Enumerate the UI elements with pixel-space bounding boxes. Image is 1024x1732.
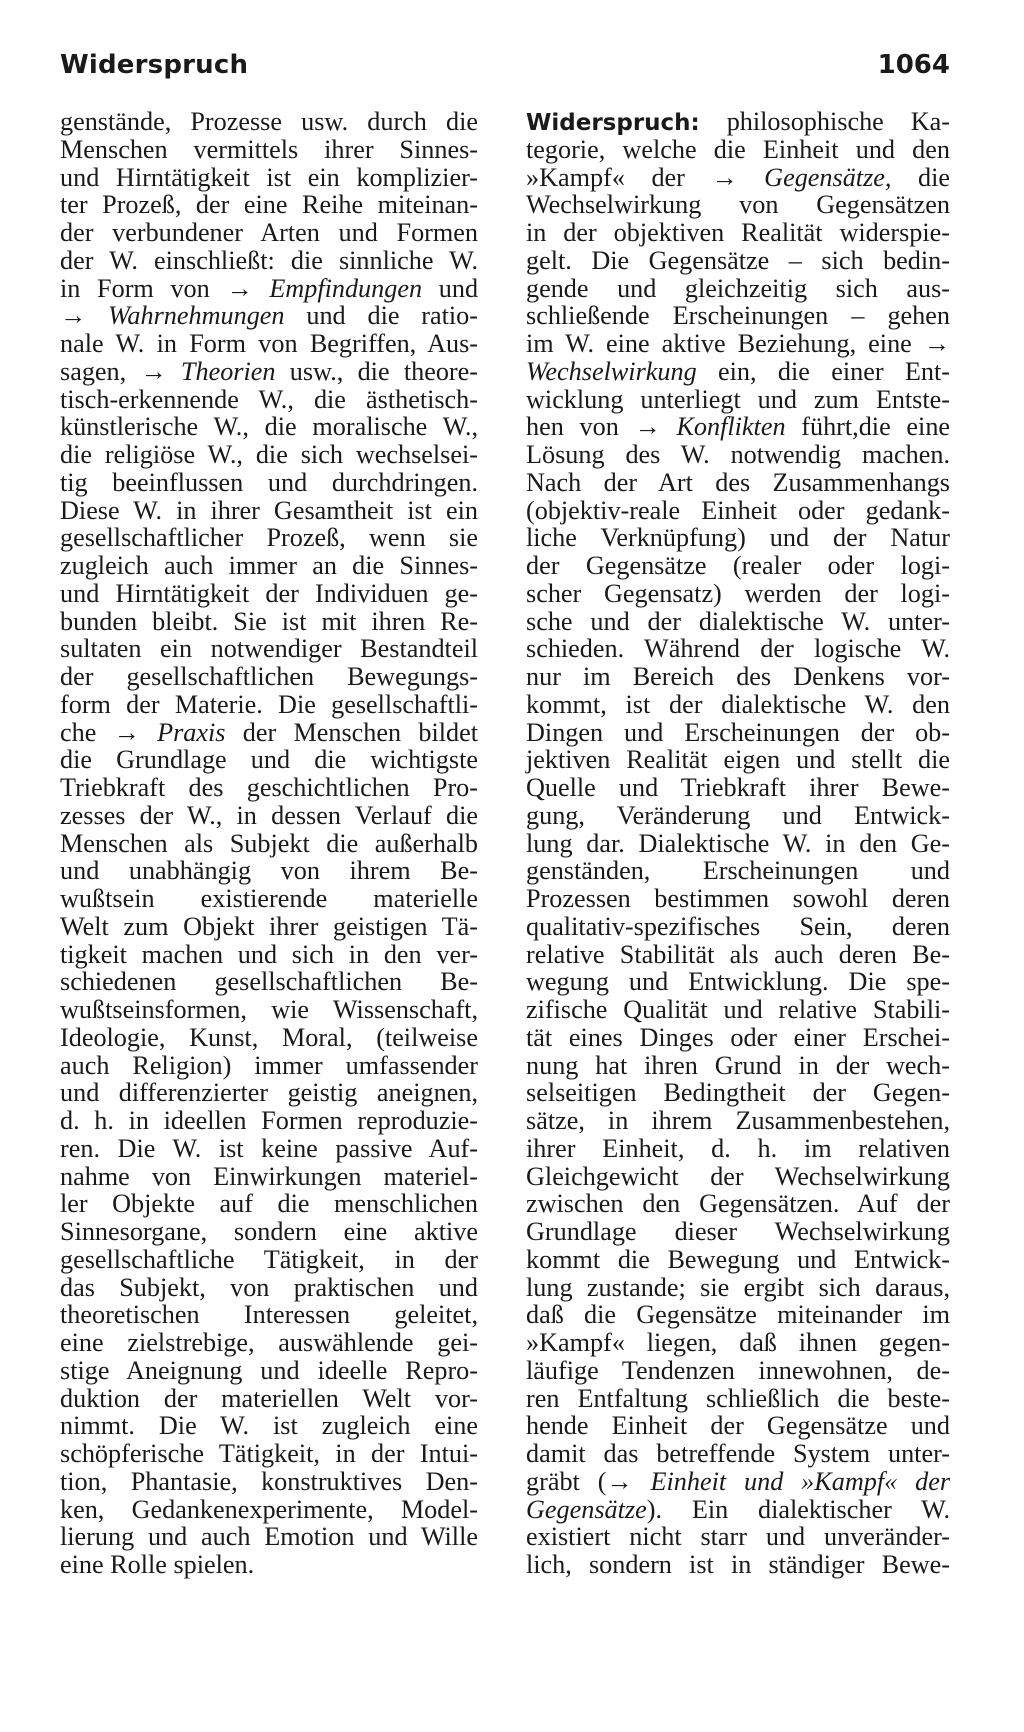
text-line: daß die Gegensätze miteinander im	[526, 1300, 950, 1330]
page-number: 1064	[877, 50, 950, 80]
text-line: lich, sondern ist in ständiger Bewe-	[526, 1550, 950, 1579]
text-line: sätze, in ihrem Zusammenbestehen,	[526, 1106, 950, 1135]
text-line: sultaten ein notwendiger Bestandteil	[60, 634, 478, 664]
text-line: Grundlage dieser Wechselwirkung	[526, 1217, 950, 1246]
text-segment: philosophische Ka-	[726, 107, 950, 136]
text-line: scher Gegensatz) werden der logi-	[526, 578, 950, 608]
text-line: auch Religion) immer umfassender	[60, 1050, 478, 1080]
text-line: Dingen und Erscheinungen der ob-	[526, 717, 950, 747]
text-line: kommt, ist der dialektische W. den	[526, 689, 950, 719]
text-line: das Subjekt, von praktischen und	[60, 1272, 478, 1302]
text-segment: gräbt (	[526, 1466, 607, 1496]
text-line: eine Rolle spielen.	[60, 1550, 255, 1579]
text-line	[60, 302, 478, 330]
text-line: nung hat ihren Grund in der wech-	[526, 1050, 950, 1080]
text-line	[526, 108, 950, 136]
text-line: wegung und Entwicklung. Die spe-	[526, 967, 950, 997]
text-line: lung zustande; sie ergibt sich daraus,	[526, 1272, 950, 1302]
text-line: Gleichgewicht der Wechselwirkung	[526, 1161, 950, 1191]
text-line: stige Aneignung und ideelle Repro-	[60, 1355, 478, 1385]
text-line: die Grundlage und die wichtigste	[60, 745, 478, 775]
text-line: ren. Die W. ist keine passive Auf-	[60, 1133, 478, 1163]
text-line: Prozessen bestimmen sowohl deren	[526, 884, 950, 913]
cross-reference-link[interactable]: Wechselwirkung	[526, 356, 697, 386]
text-line	[526, 358, 950, 386]
text-line: Ideologie, Kunst, Moral, (teilweise	[60, 1022, 478, 1052]
text-line: Triebkraft des geschichtlichen Pro-	[60, 773, 478, 802]
text-line: Quelle und Triebkraft ihrer Bewe-	[526, 773, 950, 802]
text-segment: usw., die theore-	[289, 356, 478, 386]
cross-reference-link[interactable]: Gegensätze	[526, 1494, 647, 1524]
text-segment: im W. eine aktive Beziehung, eine	[526, 329, 912, 358]
text-line: nur im Bereich des Denkens vor-	[526, 662, 950, 691]
text-line: tegorie, welche die Einheit und den	[526, 134, 950, 164]
right-column	[526, 108, 950, 1579]
left-column	[60, 108, 478, 1579]
cross-reference-link[interactable]: Empfindungen	[269, 273, 423, 303]
text-line: damit das betreffende System unter-	[526, 1439, 950, 1468]
text-line	[60, 358, 478, 386]
text-line: tisch-erkennende W., die ästhetisch-	[60, 384, 478, 414]
text-segment: sagen,	[60, 356, 127, 386]
text-line: Lösung des W. notwendig machen.	[526, 440, 950, 469]
text-line: Sinnesorgane, sondern eine aktive	[60, 1217, 478, 1246]
running-title: Widerspruch	[60, 50, 249, 80]
text-segment: ein, die einer Ent-	[718, 356, 950, 386]
text-line: ren Entfaltung schließlich die beste-	[526, 1383, 950, 1413]
text-line: künstlerische W., die moralische W.,	[60, 412, 478, 442]
cross-reference-arrow: →	[226, 273, 253, 303]
text-segment: der Menschen bildet	[242, 717, 479, 747]
text-line: genständen, Erscheinungen und	[526, 856, 950, 886]
cross-reference-link[interactable]: Wahrnehmungen	[108, 301, 285, 331]
text-line: zesses der W., in dessen Verlauf die	[60, 800, 478, 830]
text-line: zugleich auch immer an die Sinnes-	[60, 551, 478, 580]
text-line: in der objektiven Realität widerspie-	[526, 218, 950, 247]
text-line: lierung und auch Emotion und Wille	[60, 1522, 478, 1552]
text-line: gesellschaftliche Tätigkeit, in der	[60, 1244, 478, 1274]
text-line: schöpferische Tätigkeit, in der Intui-	[60, 1439, 478, 1468]
text-line	[60, 275, 478, 303]
text-line: »Kampf« liegen, daß ihnen gegen-	[526, 1328, 950, 1357]
text-line	[526, 164, 950, 192]
text-line: nale W. in Form von Begriffen, Aus-	[60, 329, 478, 358]
text-line: wicklung unterliegt und zum Entste-	[526, 384, 950, 414]
text-segment: »Kampf« der	[526, 162, 685, 192]
text-line: kommt die Bewegung und Entwick-	[526, 1244, 950, 1274]
cross-reference-link[interactable]: Konflikten	[676, 412, 786, 442]
text-line: schiedenen gesellschaftlichen Be-	[60, 967, 478, 997]
text-line: Diese W. in ihrer Gesamtheit ist ein	[60, 495, 478, 525]
text-line: relative Stabilität als auch deren Be-	[526, 939, 950, 969]
text-line: und Hirntätigkeit ist ein komplizier-	[60, 162, 478, 192]
text-line: ihrer Einheit, d. h. im relativen	[526, 1133, 950, 1163]
text-line	[526, 1496, 950, 1524]
text-line: bunden bleibt. Sie ist mit ihren Re-	[60, 606, 478, 636]
text-line: gesellschaftlicher Prozeß, wenn sie	[60, 523, 478, 553]
text-segment: che	[60, 717, 97, 747]
text-line: liche Verknüpfung) und der Natur	[526, 523, 950, 553]
text-line: jektiven Realität eigen und stellt die	[526, 745, 950, 775]
text-line: Nach der Art des Zusammenhangs	[526, 467, 950, 497]
text-segment: in Form von	[60, 273, 210, 303]
text-line: Wechselwirkung von Gegensätzen	[526, 190, 950, 220]
text-line: tät eines Dinges oder einer Erschei-	[526, 1022, 950, 1052]
text-line	[60, 719, 478, 747]
text-line: nimmt. Die W. ist zugleich eine	[60, 1411, 478, 1441]
text-line: d. h. in ideellen Formen reproduzie-	[60, 1106, 478, 1135]
cross-reference-arrow: →	[711, 162, 738, 192]
cross-reference-arrow: →	[60, 301, 87, 331]
cross-reference-link[interactable]: Einheit und »Kampf« der	[650, 1466, 951, 1496]
text-line: qualitativ-spezifisches Sein, deren	[526, 911, 950, 941]
text-line: schieden. Während der logische W.	[526, 634, 950, 664]
cross-reference-link[interactable]: Theorien	[180, 356, 276, 386]
text-segment: und	[438, 273, 479, 303]
text-line: der gesellschaftlichen Bewegungs-	[60, 662, 478, 691]
text-line: zwischen den Gegensätzen. Auf der	[526, 1189, 950, 1219]
cross-reference-arrow: →	[634, 412, 661, 442]
text-line: Menschen vermittels ihrer Sinnes-	[60, 134, 478, 164]
text-line: läufige Tendenzen innewohnen, de-	[526, 1355, 950, 1385]
text-line: und Hirntätigkeit der Individuen ge-	[60, 578, 478, 608]
text-line	[526, 413, 950, 441]
text-line: sche und der dialektische W. unter-	[526, 606, 950, 636]
text-line: und differenzierter geistig aneignen,	[60, 1078, 478, 1108]
text-line: schließende Erscheinungen – gehen	[526, 301, 950, 331]
text-line: Menschen als Subjekt die außerhalb	[60, 828, 478, 858]
text-line: der W. einschließt: die sinnliche W.	[60, 245, 478, 275]
cross-reference-arrow: →	[923, 329, 950, 358]
text-line: tigkeit machen und sich in den ver-	[60, 939, 478, 969]
text-line: tig beeinflussen und durchdringen.	[60, 467, 478, 497]
text-line: gende und gleichzeitig sich aus-	[526, 273, 950, 303]
text-line: nahme von Einwirkungen materiel-	[60, 1161, 478, 1191]
text-line: der verbundener Arten und Formen	[60, 218, 478, 247]
text-segment: führt,die eine	[801, 412, 951, 442]
text-line: eine zielstrebige, auswählende gei-	[60, 1328, 478, 1357]
text-line: existiert nicht starr und unveränder-	[526, 1522, 950, 1552]
text-line: selseitigen Bedingtheit der Gegen-	[526, 1078, 950, 1108]
text-line: die religiöse W., die sich wechselsei-	[60, 440, 478, 469]
text-line: gung, Veränderung und Entwick-	[526, 800, 950, 830]
text-line: zifische Qualität und relative Stabili-	[526, 995, 950, 1024]
text-line: theoretischen Interessen geleitet,	[60, 1300, 478, 1330]
text-line: der Gegensätze (realer oder logi-	[526, 551, 950, 580]
text-segment: hen von	[526, 412, 619, 442]
text-line: ken, Gedankenexperimente, Model-	[60, 1494, 478, 1524]
text-line: Welt zum Objekt ihrer geistigen Tä-	[60, 911, 478, 941]
cross-reference-arrow: →	[606, 1466, 633, 1496]
entry-headword: Widerspruch:	[526, 110, 700, 136]
text-line: und unabhängig von ihrem Be-	[60, 856, 478, 886]
text-line: genstände, Prozesse usw. durch die	[60, 107, 478, 136]
text-line	[526, 1468, 950, 1496]
text-segment: und die ratio-	[306, 301, 478, 331]
text-line: duktion der materiellen Welt vor-	[60, 1383, 478, 1413]
text-line: wußtsein existierende materielle	[60, 884, 478, 913]
text-line: (objektiv-reale Einheit oder gedank-	[526, 495, 950, 525]
text-line	[526, 330, 950, 358]
text-line: lung dar. Dialektische W. in den Ge-	[526, 828, 950, 858]
text-line: ler Objekte auf die menschlichen	[60, 1189, 478, 1219]
text-line: wußtseinsformen, wie Wissenschaft,	[60, 995, 478, 1024]
cross-reference-link[interactable]: Gegensätze,	[764, 162, 892, 192]
cross-reference-arrow: →	[140, 356, 167, 386]
text-line: ter Prozeß, der eine Reihe miteinan-	[60, 190, 478, 220]
text-line: tion, Phantasie, konstruktives Den-	[60, 1466, 478, 1496]
cross-reference-link[interactable]: Praxis	[157, 717, 226, 747]
text-line: form der Materie. Die gesellschaftli-	[60, 689, 478, 719]
text-line: hende Einheit der Gegensätze und	[526, 1411, 950, 1441]
cross-reference-arrow: →	[113, 717, 140, 747]
text-segment: die	[918, 162, 950, 192]
text-line: gelt. Die Gegensätze – sich bedin-	[526, 245, 950, 275]
text-segment: ). Ein dialektischer W.	[646, 1494, 950, 1524]
